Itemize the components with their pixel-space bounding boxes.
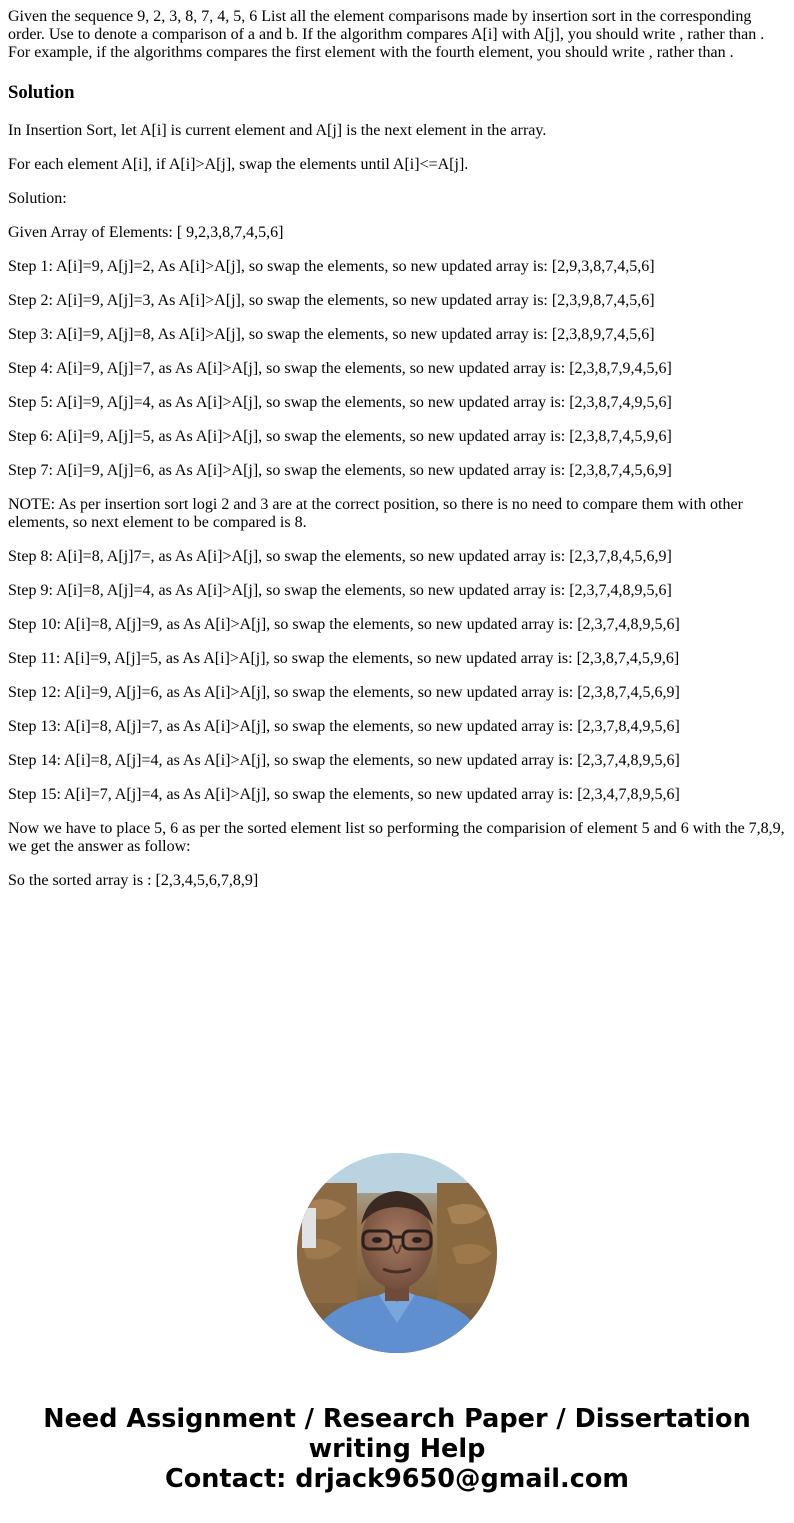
sorted-array-result: So the sorted array is : [2,3,4,5,6,7,8,9] [8,872,259,889]
note-paragraph: NOTE: As per insertion sort logi 2 and 3 are at the correct position, so there is no need to compare them with other elements, so next element to be compared is 8. [8,496,743,531]
step-9: Step 9: A[i]=8, A[j]=4, as As A[i]>A[j], so swap the elements, so new updated array is: [2,3,7,4,8,9,5,6] [8,582,672,599]
step-3: Step 3: A[i]=9, A[j]=8, As A[i]>A[j], so swap the elements, so new updated array is: [2,3,8,9,7,4,5,6] [8,326,655,343]
step-8: Step 8: A[i]=8, A[j]7=, as As A[i]>A[j], so swap the elements, so new updated array is: [2,3,7,8,4,5,6,9] [8,548,672,565]
author-avatar [297,1153,497,1353]
solution-paragraph: Solution: [8,190,67,207]
avatar-portrait-image [297,1153,497,1353]
step-11: Step 11: A[i]=9, A[j]=5, as As A[i]>A[j], so swap the elements, so new updated array is: [2,3,8,7,4,5,9,6] [8,650,680,667]
question-text: Given the sequence 9, 2, 3, 8, 7, 4, 5, 6 List all the element comparisons made by insertion sort in the corresponding order. Use to denote a comparison of a and b. If the algorithm compares A[i] with A[j], you should write , rather than . For example, if the algorithms compares the first element with the fourth element, you should write , rather than . [8,8,765,61]
step-1: Step 1: A[i]=9, A[j]=2, As A[i]>A[j], so swap the elements, so new updated array is: [2,9,3,8,7,4,5,6] [8,258,655,275]
solution-body [8,122,786,890]
promo-line-1: Need Assignment / Research Paper / Dissertation [43,1404,751,1434]
step-6: Step 6: A[i]=9, A[j]=5, as As A[i]>A[j], so swap the elements, so new updated array is: [2,3,8,7,4,5,9,6] [8,428,672,445]
step-5: Step 5: A[i]=9, A[j]=4, as As A[i]>A[j], so swap the elements, so new updated array is: [2,3,8,7,4,9,5,6] [8,394,672,411]
document-body [8,8,786,890]
solution-heading: Solution [8,82,75,103]
given-array: Given Array of Elements: [ 9,2,3,8,7,4,5,6] [8,224,284,241]
promo-contact-line: Contact: drjack9650@gmail.com [165,1464,629,1494]
step-14: Step 14: A[i]=8, A[j]=4, as As A[i]>A[j], so swap the elements, so new updated array is: [2,3,7,4,8,9,5,6] [8,752,680,769]
step-10: Step 10: A[i]=8, A[j]=9, as As A[i]>A[j], so swap the elements, so new updated array is: [2,3,7,4,8,9,5,6] [8,616,680,633]
step-12: Step 12: A[i]=9, A[j]=6, as As A[i]>A[j], so swap the elements, so new updated array is: [2,3,8,7,4,5,6,9] [8,684,680,701]
promo-banner [0,1404,794,1494]
solution-paragraph: For each element A[i], if A[i]>A[j], swap the elements until A[i]<=A[j]. [8,156,469,173]
promo-line-2: writing Help [308,1434,486,1464]
conclusion-paragraph: Now we have to place 5, 6 as per the sorted element list so performing the comparision of element 5 and 6 with the 7,8,9, we get the answer as follow: [8,820,785,855]
step-7: Step 7: A[i]=9, A[j]=6, as As A[i]>A[j], so swap the elements, so new updated array is: [2,3,8,7,4,5,6,9] [8,462,672,479]
step-13: Step 13: A[i]=8, A[j]=7, as As A[i]>A[j], so swap the elements, so new updated array is: [2,3,7,8,4,9,5,6] [8,718,680,735]
step-4: Step 4: A[i]=9, A[j]=7, as As A[i]>A[j], so swap the elements, so new updated array is: [2,3,8,7,9,4,5,6] [8,360,672,377]
step-2: Step 2: A[i]=9, A[j]=3, As A[i]>A[j], so swap the elements, so new updated array is: [2,3,9,8,7,4,5,6] [8,292,655,309]
solution-paragraph: In Insertion Sort, let A[i] is current element and A[j] is the next element in the array. [8,122,547,139]
step-15: Step 15: A[i]=7, A[j]=4, as As A[i]>A[j], so swap the elements, so new updated array is: [2,3,4,7,8,9,5,6] [8,786,680,803]
